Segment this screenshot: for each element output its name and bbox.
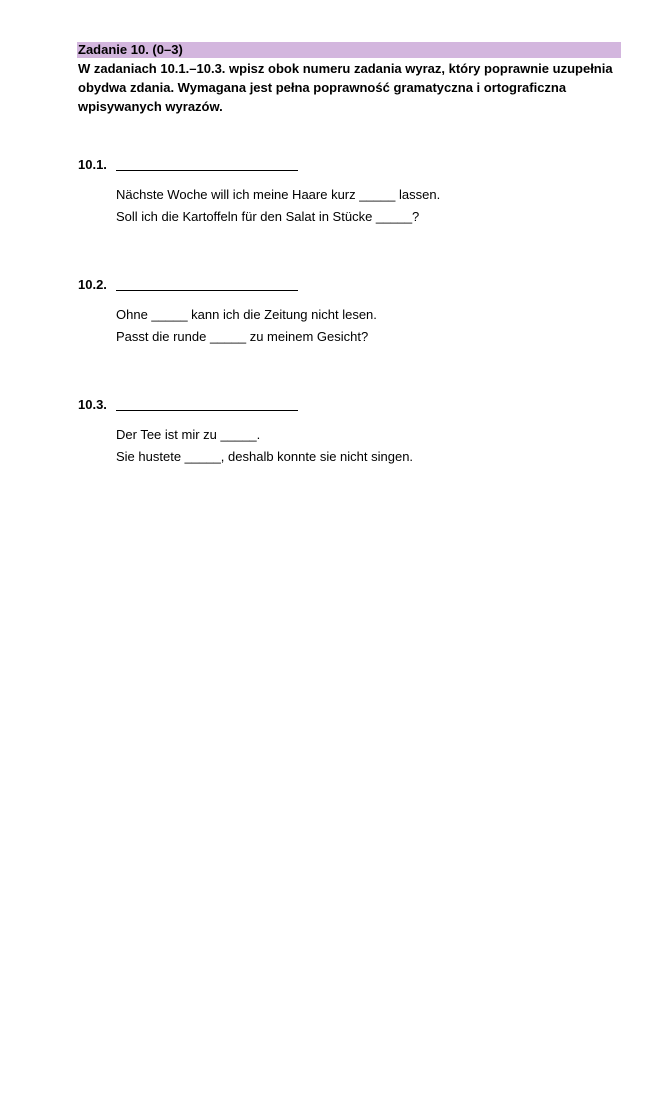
task-item-10-1	[78, 155, 578, 228]
answer-line[interactable]	[116, 410, 298, 411]
answer-line[interactable]	[116, 170, 298, 171]
task-number: 10.1.	[78, 157, 107, 172]
answer-line[interactable]	[116, 290, 298, 291]
task-header: Zadanie 10. (0–3)	[77, 42, 621, 58]
task-item-10-2	[78, 275, 578, 348]
sentence-1: Ohne _____ kann ich die Zeitung nicht lesen.	[116, 307, 377, 322]
sentence-2: Passt die runde _____ zu meinem Gesicht?	[116, 329, 369, 344]
sentence-2: Soll ich die Kartoffeln für den Salat in Stücke _____?	[116, 209, 420, 224]
task-number: 10.3.	[78, 397, 107, 412]
task-number: 10.2.	[78, 277, 107, 292]
task-instructions: W zadaniach 10.1.–10.3. wpisz obok numeru zadania wyraz, który poprawnie uzupełnia obydwa zdania. Wymagana jest pełna poprawność gramatyczna i ortograficzna wpisywanych wyrazów.	[78, 61, 613, 114]
sentence-1: Nächste Woche will ich meine Haare kurz _____ lassen.	[116, 187, 441, 202]
task-item-10-3	[78, 395, 578, 468]
sentence-2: Sie hustete _____, deshalb konnte sie nicht singen.	[116, 449, 414, 464]
sentence-1: Der Tee ist mir zu _____.	[116, 427, 261, 442]
